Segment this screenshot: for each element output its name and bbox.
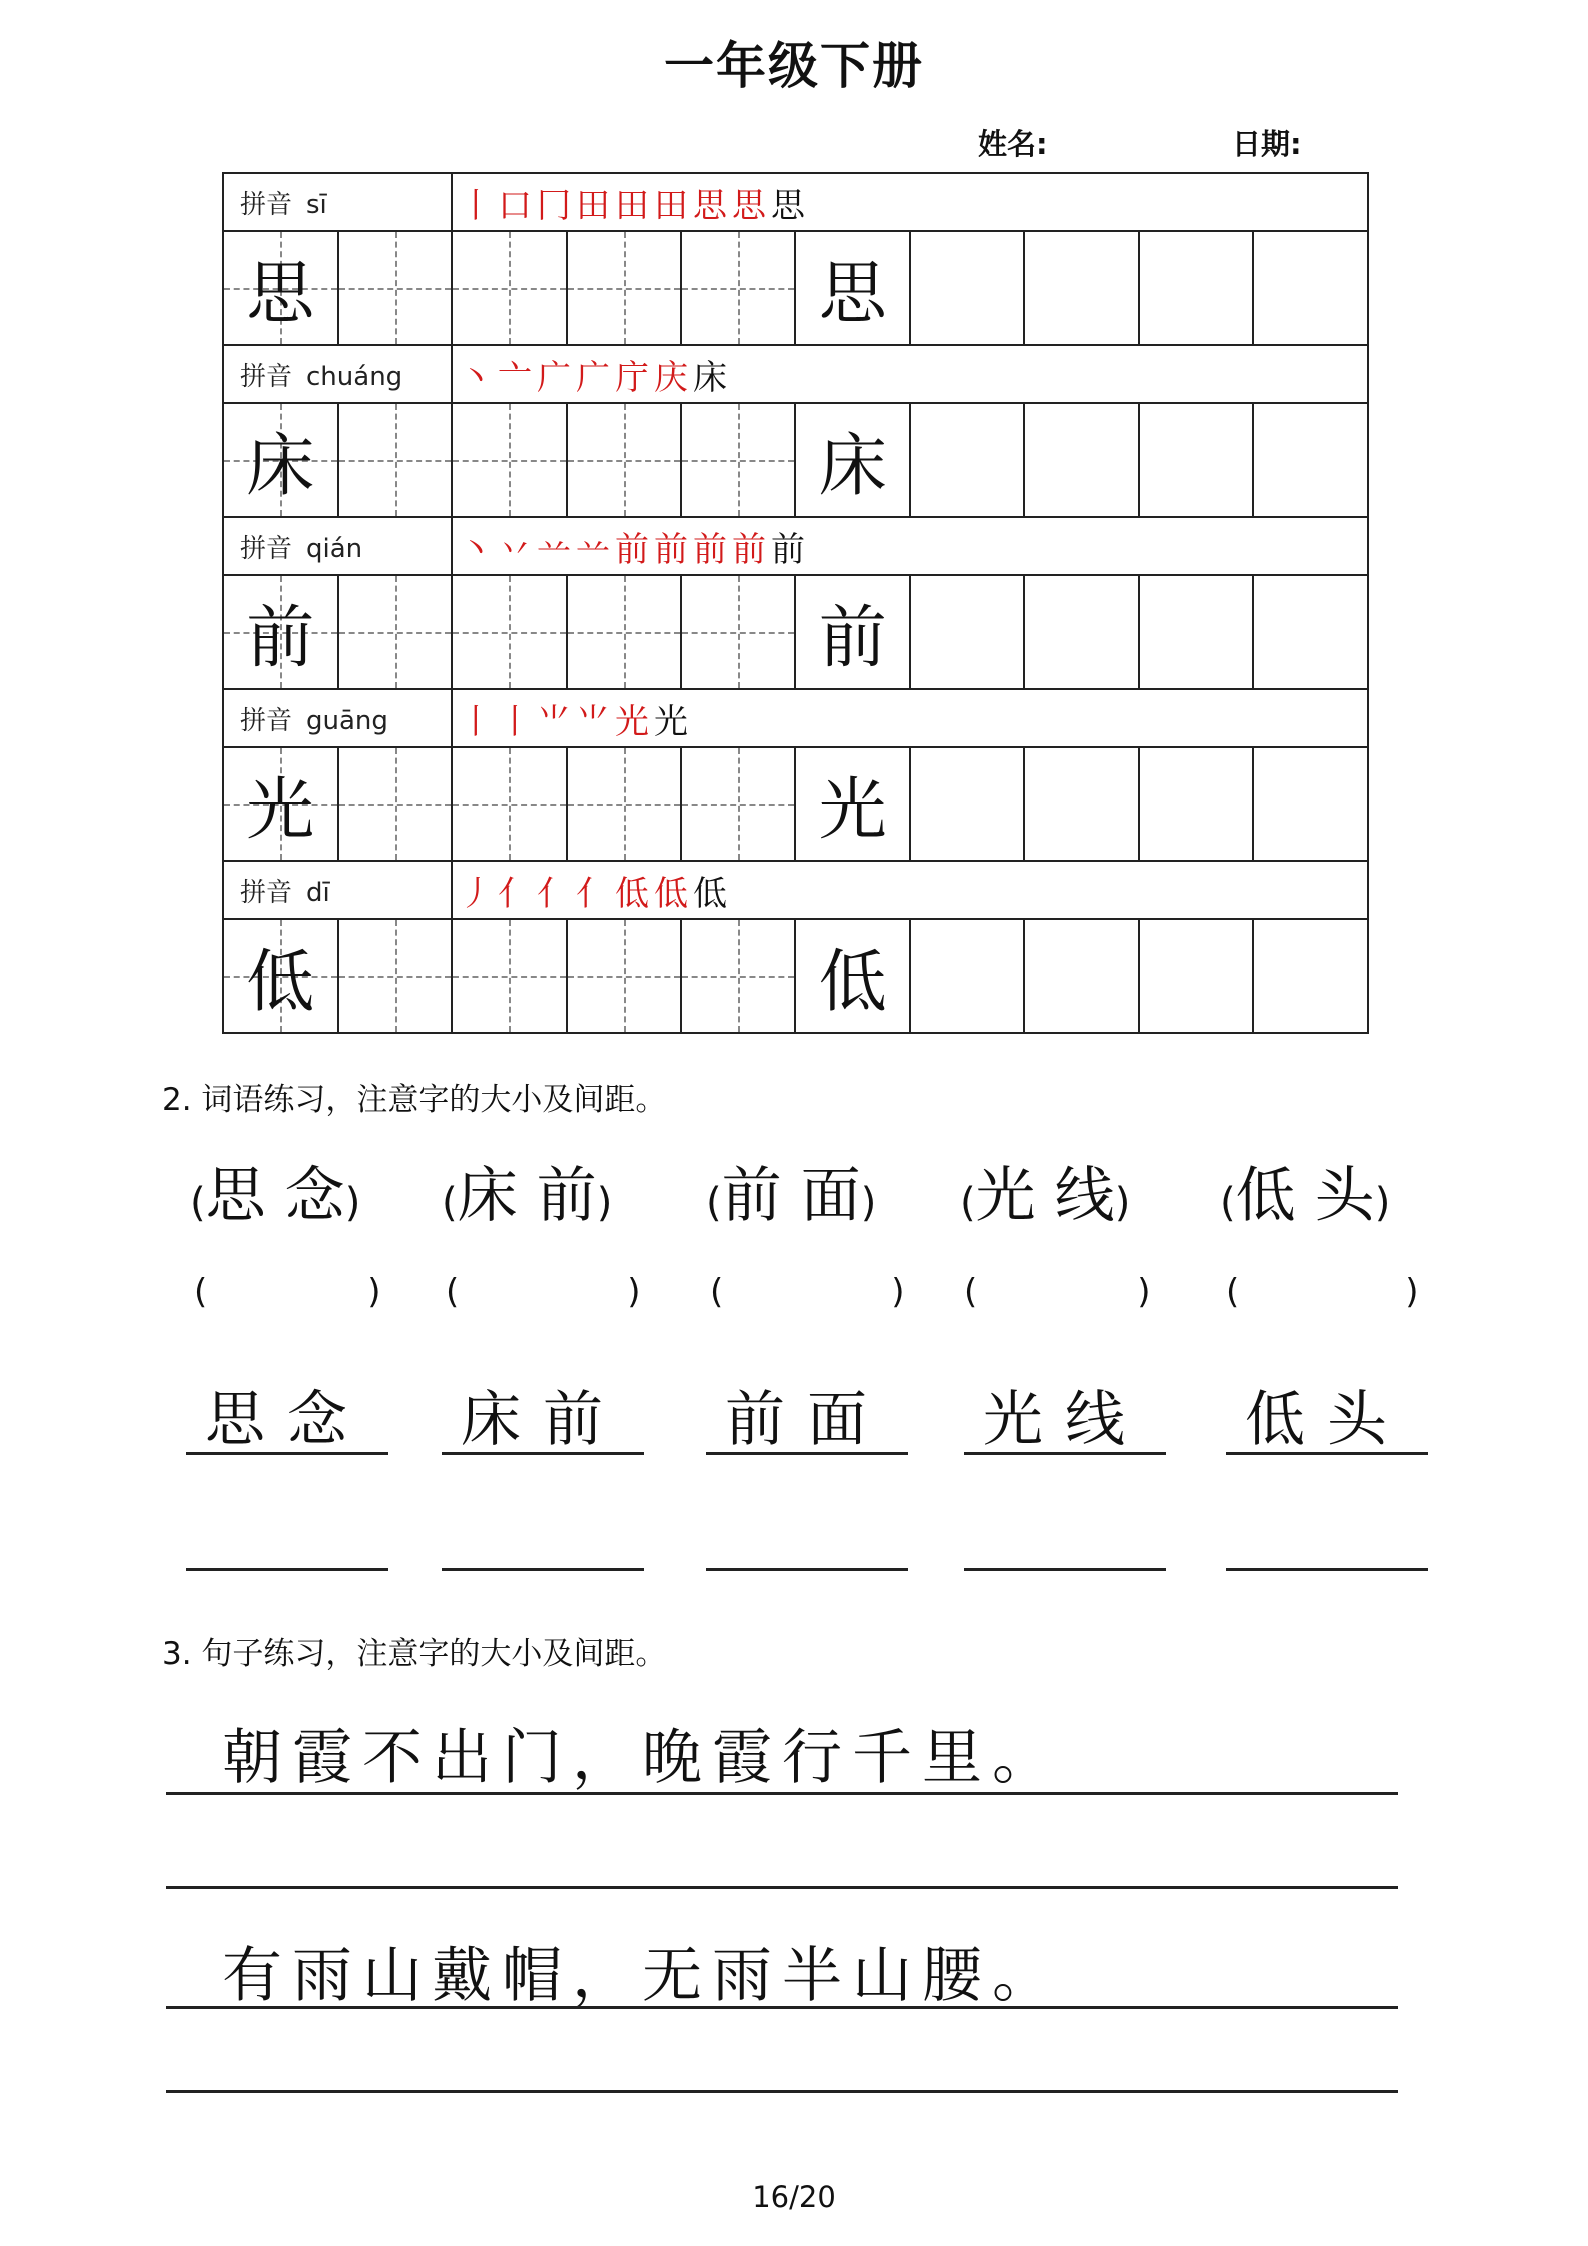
stroke-order-cell — [452, 173, 1368, 231]
writing-cell[interactable] — [452, 747, 566, 861]
underlined-word: 床前 — [461, 1385, 625, 1455]
writing-cell[interactable] — [681, 747, 795, 861]
stroke-step: 丨 — [459, 185, 499, 226]
writing-cell[interactable] — [1139, 919, 1253, 1033]
pinyin-label: 拼音 — [240, 533, 293, 564]
writing-cell[interactable] — [1139, 231, 1253, 345]
writing-cell[interactable] — [1253, 575, 1368, 689]
trace-char-cell — [795, 919, 909, 1033]
underlined-word: 前面 — [725, 1385, 889, 1455]
model-char: 床 — [246, 426, 315, 506]
stroke-step: 思 — [732, 185, 772, 226]
page-title: 一年级下册 — [664, 37, 924, 95]
blank-sentence-line[interactable] — [166, 1886, 1398, 1889]
stroke-step: 前 — [732, 529, 772, 570]
pinyin-cell — [223, 173, 452, 231]
pinyin-row — [223, 345, 1368, 403]
writing-cell[interactable] — [567, 747, 681, 861]
stroke-step: 低 — [654, 873, 694, 914]
stroke-step: 床 — [693, 357, 733, 398]
writing-cell[interactable] — [338, 747, 453, 861]
stroke-step: 丷 — [498, 529, 538, 570]
word-item: (床 前) — [442, 1161, 613, 1231]
stroke-step: 丿 — [459, 873, 499, 914]
pinyin-row — [223, 689, 1368, 747]
writing-cell[interactable] — [567, 575, 681, 689]
blank-writing-line[interactable] — [1226, 1568, 1428, 1571]
sentence-2: 有雨山戴帽，无雨半山腰。 — [222, 1941, 1062, 2011]
writing-cell[interactable] — [681, 575, 795, 689]
pinyin-row — [223, 861, 1368, 919]
model-char: 光 — [246, 770, 315, 850]
char-row — [223, 575, 1368, 689]
stroke-step: 低 — [693, 873, 733, 914]
stroke-step: 光 — [654, 701, 694, 742]
writing-cell[interactable] — [1024, 919, 1138, 1033]
writing-cell[interactable] — [452, 919, 566, 1033]
stroke-step: 广 — [576, 357, 616, 398]
pinyin-text: dī — [306, 877, 330, 908]
date-label: 日期: — [1232, 127, 1302, 161]
char-row — [223, 747, 1368, 861]
stroke-step: 丶 — [459, 357, 499, 398]
blank-paren[interactable]: ( ) — [710, 1272, 905, 1312]
blank-paren[interactable]: ( ) — [1226, 1272, 1419, 1312]
stroke-order-cell — [452, 517, 1368, 575]
pinyin-text: guāng — [306, 705, 388, 736]
stroke-step: 广 — [537, 357, 577, 398]
word-underline — [442, 1452, 644, 1455]
writing-cell[interactable] — [1253, 231, 1368, 345]
sentence-underline — [166, 2006, 1398, 2009]
stroke-step: 丨 — [459, 701, 499, 742]
trace-char-cell — [795, 231, 909, 345]
char-row — [223, 919, 1368, 1033]
underlined-word: 光线 — [983, 1385, 1147, 1455]
trace-char-cell — [795, 747, 909, 861]
stroke-step: 丶 — [459, 529, 499, 570]
stroke-step: 口 — [498, 185, 538, 226]
pinyin-row — [223, 173, 1368, 231]
pinyin-text: chuáng — [306, 361, 403, 392]
stroke-step: 田 — [576, 185, 616, 226]
stroke-order-cell — [452, 689, 1368, 747]
stroke-order-cell — [452, 345, 1368, 403]
stroke-order-cell — [452, 861, 1368, 919]
stroke-step: 低 — [615, 873, 655, 914]
writing-cell[interactable] — [681, 403, 795, 517]
pinyin-text: qián — [306, 533, 363, 564]
word-underline — [186, 1452, 388, 1455]
trace-char-cell — [795, 575, 909, 689]
word-underline — [706, 1452, 908, 1455]
stroke-step: 前 — [615, 529, 655, 570]
underlined-word: 思念 — [205, 1385, 369, 1455]
model-char-cell — [223, 747, 338, 861]
stroke-step: 田 — [615, 185, 655, 226]
stroke-step: 思 — [771, 185, 811, 226]
writing-cell[interactable] — [681, 231, 795, 345]
blank-paren[interactable]: ( ) — [446, 1272, 641, 1312]
blank-writing-line[interactable] — [186, 1568, 388, 1571]
writing-cell[interactable] — [1253, 747, 1368, 861]
model-char-cell — [223, 403, 338, 517]
model-char-cell — [223, 919, 338, 1033]
stroke-step: 庆 — [654, 357, 694, 398]
word-underline — [964, 1452, 1166, 1455]
blank-paren[interactable]: ( ) — [964, 1272, 1151, 1312]
pinyin-label: 拼音 — [240, 705, 293, 736]
word-item: (光 线) — [960, 1161, 1131, 1231]
sentence-underline — [166, 1792, 1398, 1795]
writing-cell[interactable] — [1024, 575, 1138, 689]
pinyin-cell — [223, 861, 452, 919]
pinyin-text: sī — [306, 189, 327, 220]
blank-paren[interactable]: ( ) — [194, 1272, 381, 1312]
writing-cell[interactable] — [910, 747, 1024, 861]
writing-cell[interactable] — [567, 403, 681, 517]
writing-cell[interactable] — [452, 231, 566, 345]
model-char: 床 — [818, 426, 887, 506]
blank-writing-line[interactable] — [706, 1568, 908, 1571]
word-item: (低 头) — [1220, 1161, 1391, 1231]
writing-cell[interactable] — [338, 403, 453, 517]
stroke-step: 田 — [654, 185, 694, 226]
writing-cell[interactable] — [338, 919, 453, 1033]
practice-grid — [222, 172, 1369, 1034]
writing-cell[interactable] — [1253, 919, 1368, 1033]
stroke-step: 冂 — [537, 185, 577, 226]
name-label: 姓名: — [978, 127, 1048, 161]
writing-cell[interactable] — [1139, 747, 1253, 861]
writing-cell[interactable] — [567, 231, 681, 345]
writing-cell[interactable] — [1139, 403, 1253, 517]
writing-cell[interactable] — [1139, 575, 1253, 689]
char-row — [223, 403, 1368, 517]
blank-writing-line[interactable] — [442, 1568, 644, 1571]
writing-cell[interactable] — [1024, 403, 1138, 517]
stroke-step: 亻 — [576, 873, 616, 914]
section2-heading: 2. 词语练习，注意字的大小及间距。 — [162, 1082, 667, 1118]
model-char-cell — [223, 575, 338, 689]
writing-cell[interactable] — [910, 403, 1024, 517]
writing-cell[interactable] — [1253, 403, 1368, 517]
stroke-step: 亠 — [498, 357, 538, 398]
stroke-step: 䒑 — [576, 529, 616, 570]
stroke-step: 庁 — [615, 357, 655, 398]
stroke-step: 前 — [771, 529, 811, 570]
writing-cell[interactable] — [910, 231, 1024, 345]
writing-cell[interactable] — [1024, 231, 1138, 345]
model-char: 光 — [818, 770, 887, 850]
model-char: 思 — [246, 254, 315, 334]
stroke-step: 前 — [693, 529, 733, 570]
stroke-step: 光 — [615, 701, 655, 742]
pinyin-label: 拼音 — [240, 189, 293, 220]
writing-cell[interactable] — [910, 919, 1024, 1033]
stroke-step: 亻 — [537, 873, 577, 914]
pinyin-cell — [223, 345, 452, 403]
writing-cell[interactable] — [338, 575, 453, 689]
model-char-cell — [223, 231, 338, 345]
blank-writing-line[interactable] — [964, 1568, 1166, 1571]
writing-cell[interactable] — [681, 919, 795, 1033]
word-item: (前 面) — [706, 1161, 877, 1231]
model-char: 低 — [818, 942, 887, 1022]
writing-cell[interactable] — [452, 575, 566, 689]
stroke-step: 前 — [654, 529, 694, 570]
model-char: 低 — [246, 942, 315, 1022]
page-number: 16/20 — [752, 2180, 836, 2214]
sentence-1: 朝霞不出门，晚霞行千里。 — [222, 1723, 1062, 1793]
writing-cell[interactable] — [452, 403, 566, 517]
writing-cell[interactable] — [910, 575, 1024, 689]
pinyin-row — [223, 517, 1368, 575]
model-char: 前 — [818, 598, 887, 678]
char-row — [223, 231, 1368, 345]
writing-cell[interactable] — [567, 919, 681, 1033]
blank-sentence-line[interactable] — [166, 2090, 1398, 2093]
model-char: 思 — [818, 254, 887, 334]
word-underline — [1226, 1452, 1428, 1455]
underlined-word: 低头 — [1245, 1385, 1409, 1455]
writing-cell[interactable] — [338, 231, 453, 345]
stroke-step: ⺌ — [576, 701, 616, 742]
pinyin-label: 拼音 — [240, 877, 293, 908]
trace-char-cell — [795, 403, 909, 517]
writing-cell[interactable] — [1024, 747, 1138, 861]
model-char: 前 — [246, 598, 315, 678]
section3-heading: 3. 句子练习，注意字的大小及间距。 — [162, 1636, 667, 1672]
stroke-step: 丨 — [498, 701, 538, 742]
stroke-step: 亻 — [498, 873, 538, 914]
stroke-step: 䒑 — [537, 529, 577, 570]
word-item: (思 念) — [190, 1161, 361, 1231]
pinyin-cell — [223, 517, 452, 575]
stroke-step: 思 — [693, 185, 733, 226]
pinyin-cell — [223, 689, 452, 747]
pinyin-label: 拼音 — [240, 361, 293, 392]
stroke-step: ⺌ — [537, 701, 577, 742]
